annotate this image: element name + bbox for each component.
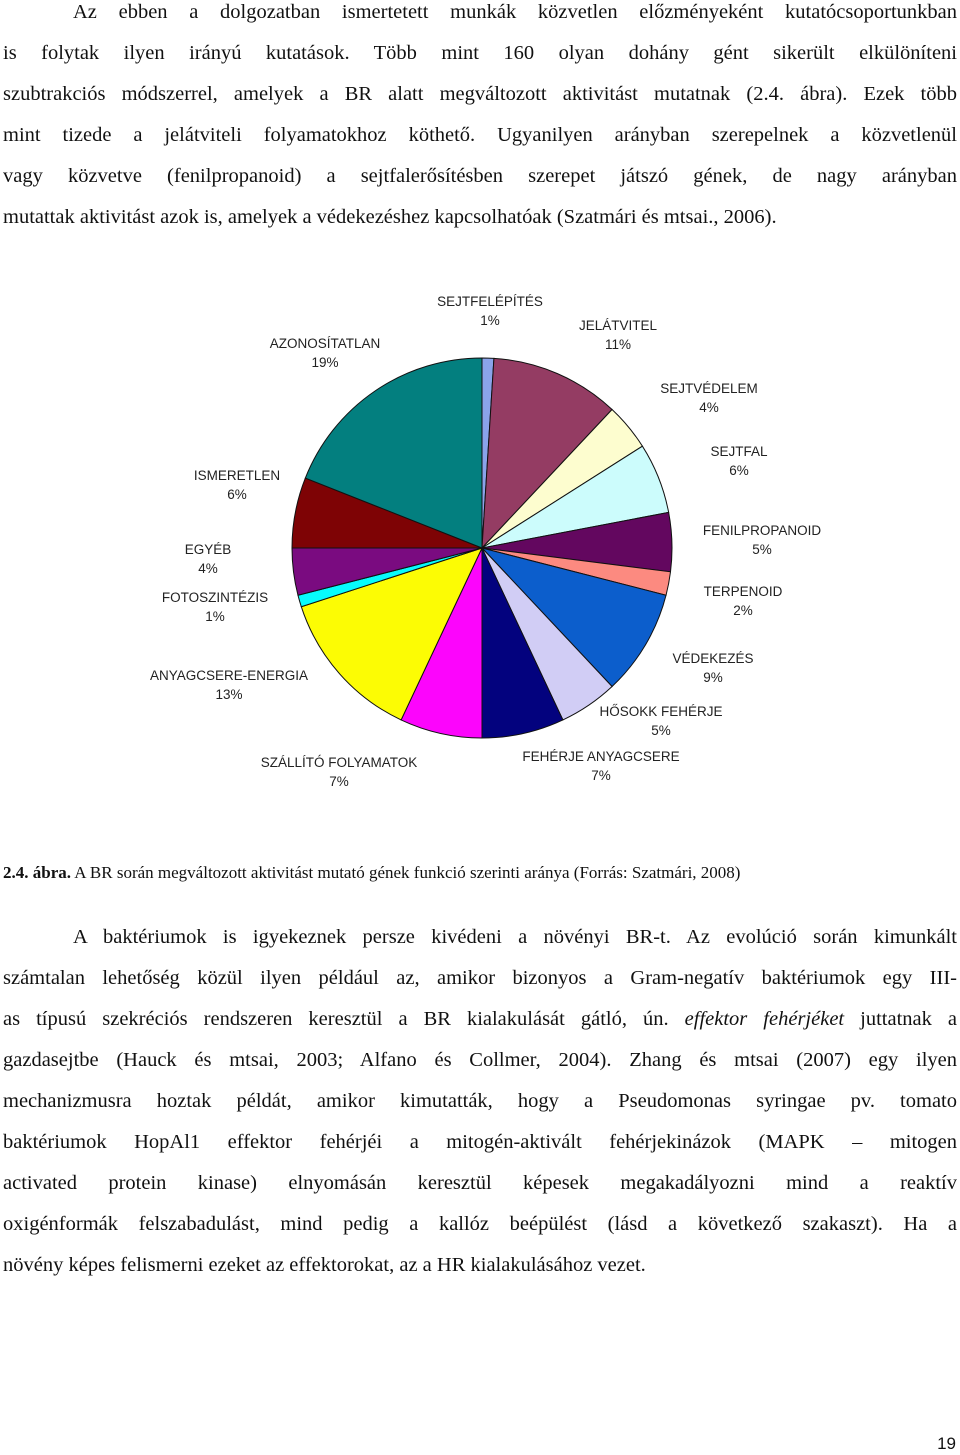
paragraph-fragment: as típusú szekréciós rendszeren keresztül a BR kialakulását gátló, ún. (3, 1008, 669, 1030)
slice-label-percent: 19% (311, 355, 339, 370)
paragraph-line: mint tizede a jelátviteli folyamatokhoz köthető. Ugyanilyen arányban szerepelnek a közvetlenül (3, 124, 957, 146)
slice-label-name: AZONOSÍTATLAN (269, 336, 381, 351)
paragraph-line: szubtrakciós módszerrel, amelyek a BR alatt megváltozott aktivitást mutatnak (2.4. ábra). Ezek több (3, 83, 957, 105)
slice-label-percent: 1% (205, 609, 225, 624)
slice-label-name: EGYÉB (184, 542, 232, 557)
slice-label-name: JELÁTVITEL (578, 318, 658, 333)
paragraph-line: baktériumok HopAl1 effektor fehérjéi a mitogén-aktivált fehérjekinázok (MAPK – mitogen (3, 1131, 957, 1153)
slice-label-name: ANYAGCSERE-ENERGIA (149, 668, 309, 683)
paragraph-bacteria (3, 917, 957, 1286)
slice-label-percent: 4% (198, 561, 218, 576)
slice-label-percent: 5% (651, 723, 671, 738)
slice-label-percent: 7% (329, 774, 349, 789)
slice-label-name: VÉDEKEZÉS (672, 651, 754, 666)
slice-label-percent: 6% (227, 487, 247, 502)
slice-label-name: SEJTFAL (710, 444, 768, 459)
paragraph-intro (3, 0, 957, 238)
pie-chart (140, 280, 840, 800)
slice-label-percent: 11% (604, 337, 632, 352)
paragraph-line: oxigénformák felszabadulást, mind pedig a kallóz beépülést (lásd a következő szakaszt). Ha a (3, 1213, 957, 1235)
slice-label-name: FENILPROPANOID (702, 523, 822, 538)
slice-label-percent: 7% (591, 768, 611, 783)
paragraph-line: növény képes felismerni ezeket az effektorokat, az a HR kialakulásához vezet. (3, 1254, 646, 1276)
page-number: 19 (937, 1434, 956, 1453)
figure-caption-label: 2.4. ábra. (3, 863, 71, 882)
slice-label-name: SEJTVÉDELEM (660, 381, 758, 396)
slice-label-percent: 13% (215, 687, 243, 702)
paragraph-line: activated protein kinase) elnyomásán keresztül képesek megakadályozni mind a reaktív (3, 1172, 957, 1194)
paragraph-line: mutattak aktivitást azok is, amelyek a védekezéshez kapcsolhatóak (Szatmári és mtsai., 2006). (3, 206, 777, 228)
paragraph-line: vagy közvetve (fenilpropanoid) a sejtfalerősítésben szerepet játszó gének, de nagy arányban (3, 165, 957, 187)
paragraph-line: Az ebben a dolgozatban ismertetett munkák közvetlen előzményeként kutatócsoportunkban (73, 1, 957, 23)
slice-label-name: FEHÉRJE ANYAGCSERE (522, 749, 680, 764)
slice-label-percent: 9% (703, 670, 723, 685)
slice-label-name: ISMERETLEN (193, 468, 281, 483)
slice-label-name: SEJTFELÉPÍTÉS (437, 294, 543, 309)
slice-label-percent: 2% (733, 603, 753, 618)
paragraph-line (3, 999, 957, 1040)
paragraph-line: mechanizmusra hoztak példát, amikor kimutatták, hogy a Pseudomonas syringae pv. tomato (3, 1090, 957, 1112)
slice-label-percent: 1% (480, 313, 500, 328)
slice-label-name: HŐSOKK FEHÉRJE (599, 704, 723, 719)
paragraph-fragment: juttatnak a (860, 1008, 957, 1030)
slice-label-name: FOTOSZINTÉZIS (161, 590, 269, 605)
paragraph-line: A baktériumok is igyekeznek persze kivédeni a növényi BR-t. Az evolúció során kimunkált (73, 926, 957, 948)
pie-slices (292, 358, 672, 738)
figure-caption-text: A BR során megváltozott aktivitást mutató gének funkció szerinti aránya (Forrás: Szatmári, 2008) (71, 863, 741, 882)
slice-label-percent: 5% (752, 542, 772, 557)
slice-label-name: SZÁLLÍTÓ FOLYAMATOK (260, 755, 418, 770)
slice-label-name: TERPENOID (703, 584, 783, 599)
paragraph-line: gazdasejtbe (Hauck és mtsai, 2003; Alfano és Collmer, 2004). Zhang és mtsai (2007) egy ilyen (3, 1049, 957, 1071)
slice-label-percent: 6% (729, 463, 749, 478)
emphasis-text: effektor fehérjéket (684, 1008, 845, 1030)
paragraph-line: is folytak ilyen irányú kutatások. Több mint 160 olyan dohány gént sikerült elkülöníteni (3, 42, 957, 64)
slice-label-percent: 4% (699, 400, 719, 415)
figure-caption (3, 862, 957, 884)
paragraph-line: számtalan lehetőség közül ilyen például az, amikor bizonyos a Gram-negatív baktériumok egy III- (3, 967, 957, 989)
